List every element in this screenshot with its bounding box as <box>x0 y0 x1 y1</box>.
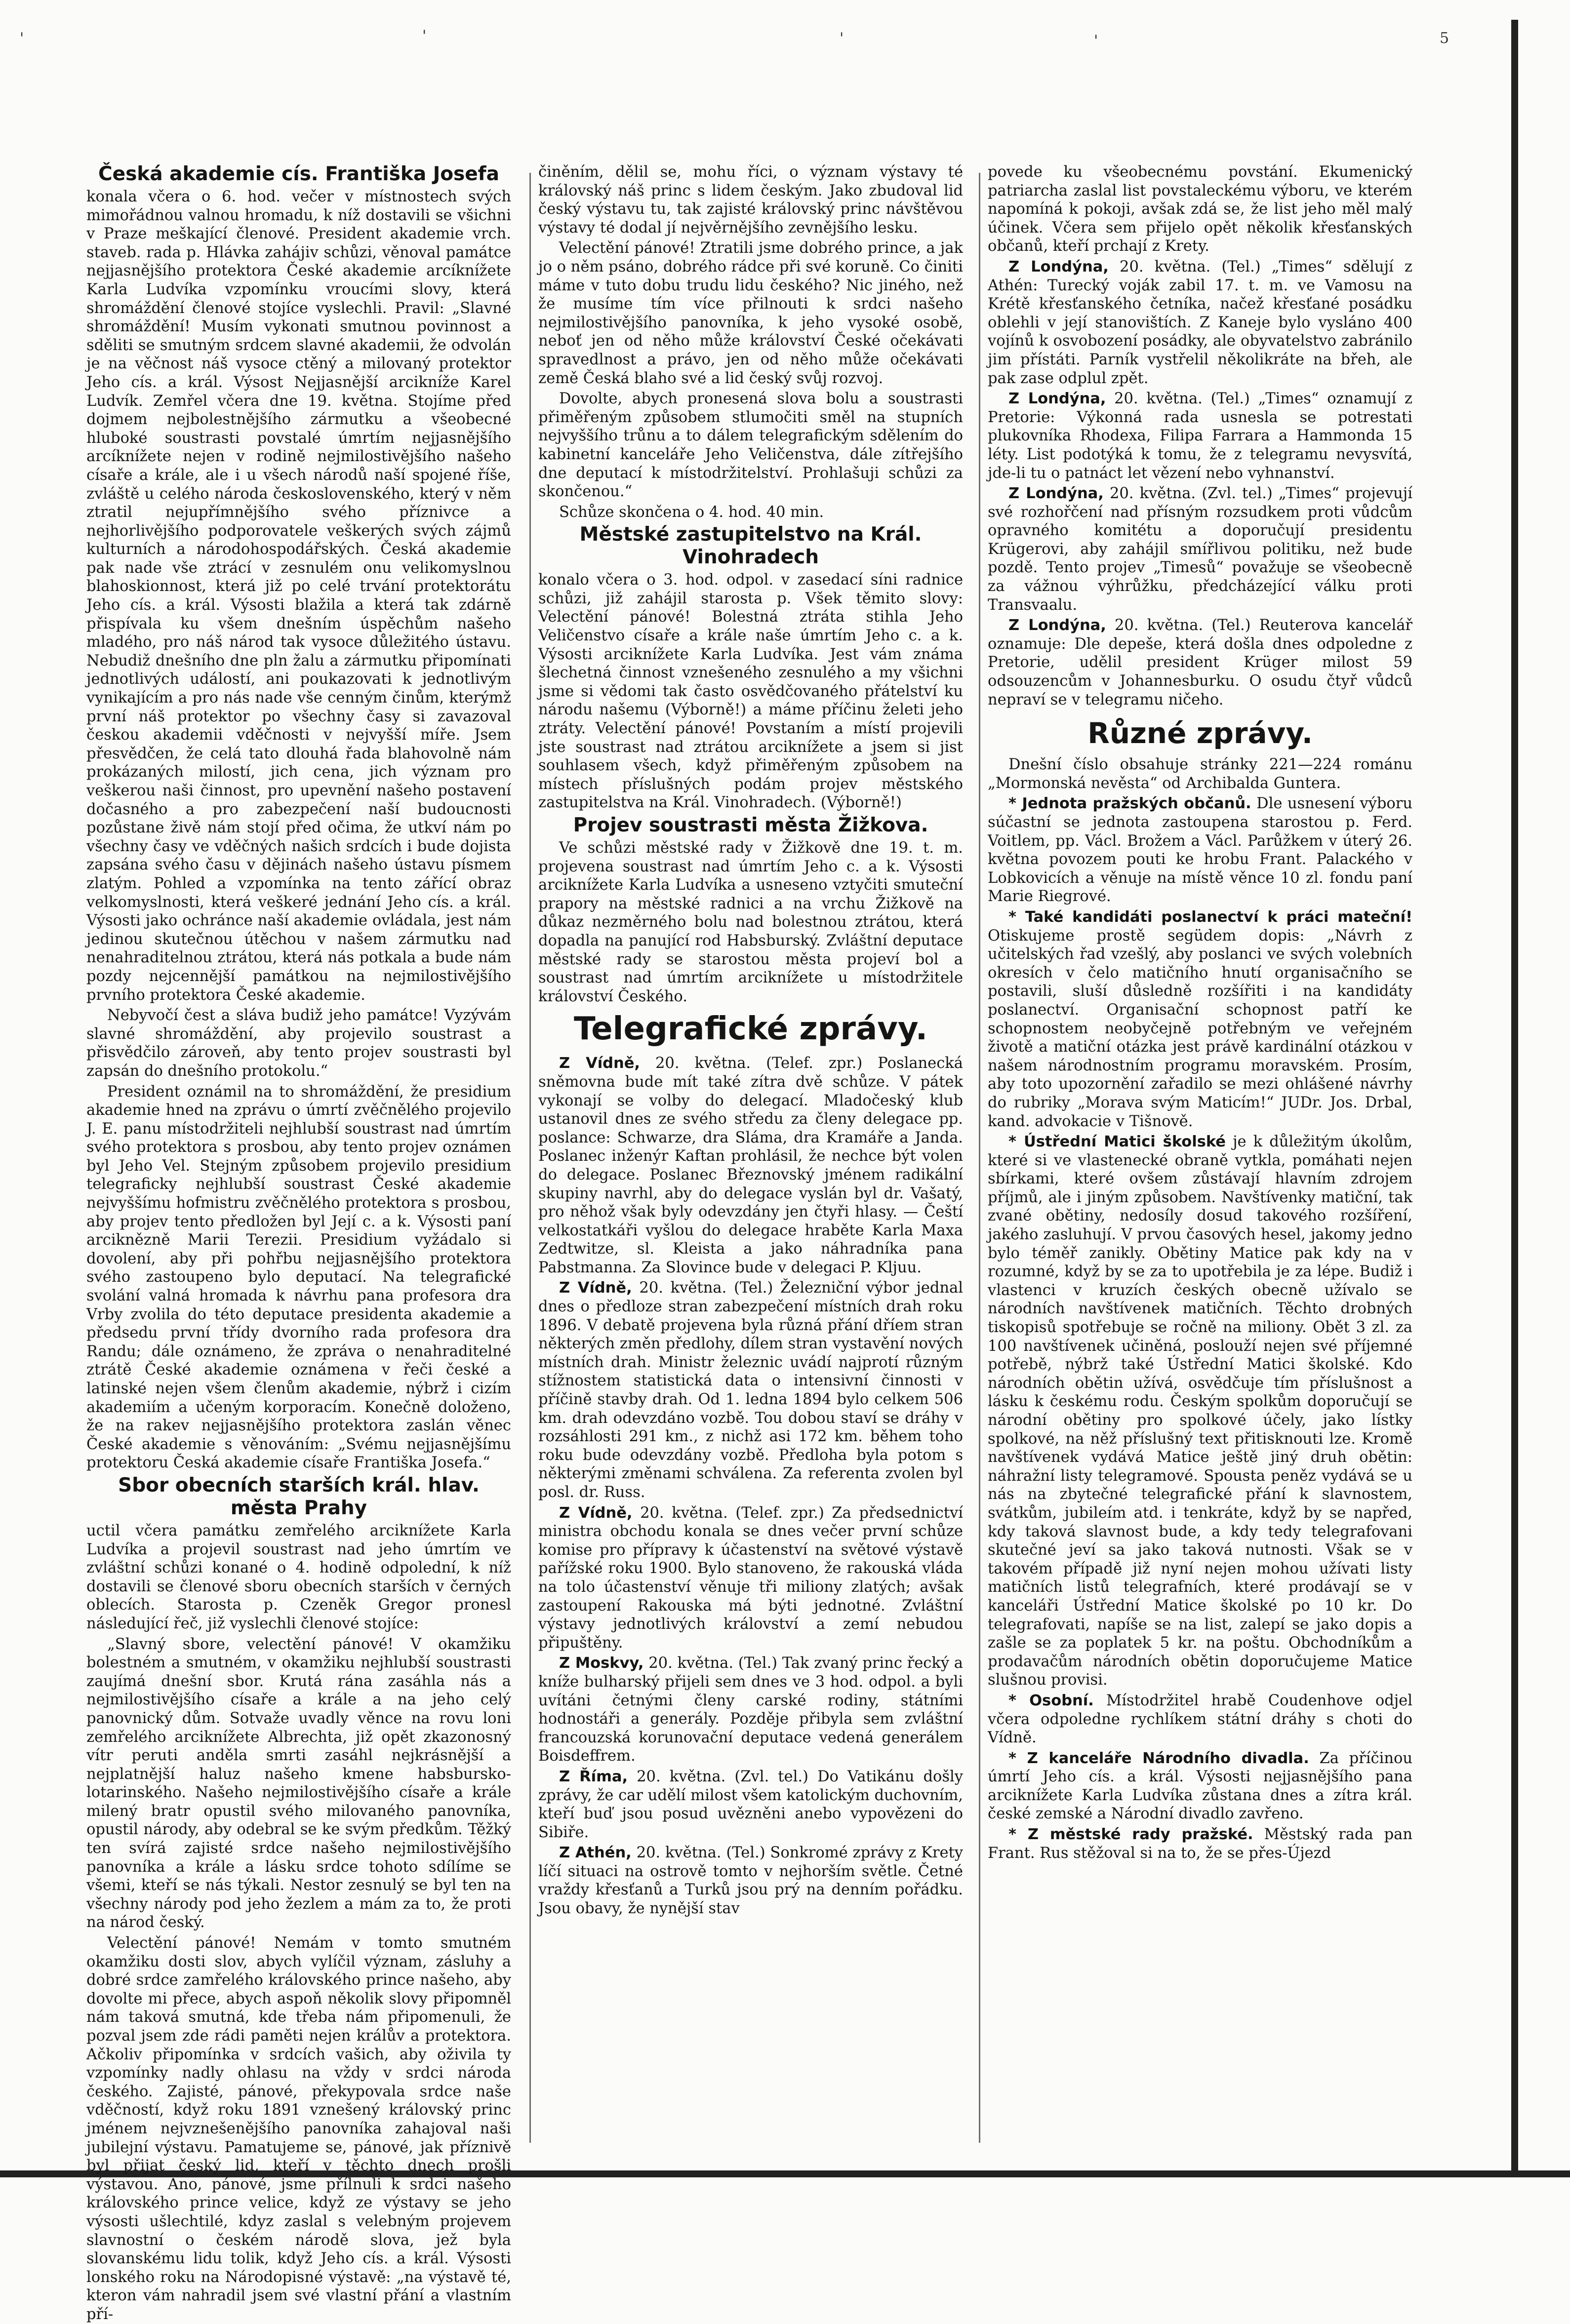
news-item <box>988 908 1412 1131</box>
news-item-head: * Ústřední Matici školské <box>1008 1133 1226 1151</box>
telegram-text: 20. května. (Tel.) Reuterova kancelář oznamuje: Dle depeše, která došla dnes odpoledne z Pretorie, udělil president Krüger milost 59 odsouzencům v Johannesburku. O osudu čtyř vůdců nepraví se v telegramu ničeho. <box>988 617 1412 709</box>
telegram-item <box>988 390 1412 482</box>
article-paragraph: Nebyvočí čest a sláva budiž jeho památce! Vyzývám slavné shromáždění, aby projevilo soustrast a přisvědčilo zároveň, aby tento projev soustrasti byl zapsán do dnešního protokolu.“ <box>86 1007 511 1080</box>
article-paragraph: povede ku všeobecnému povstání. Ekumenický patriarcha zaslal list povstaleckému výboru, ve kterém napomíná k pokoji, avšak zdá se, že list jeho měl malý účinek. Včera sem přijelo opět několik křesťanských občanů, kteří prchají z Krety. <box>988 163 1412 255</box>
dateline: Z Moskvy, <box>559 1654 644 1672</box>
dateline: Z Londýna, <box>1008 617 1106 634</box>
page-border-right <box>1511 20 1518 2177</box>
article-paragraph: President oznámil na to shromáždění, že presidium akademie hned na zprávu o úmrtí zvěčnělého projevilo J. E. panu místodržiteli nejhlubší soustrast nad úmrtím svého protektora s prosbou, aby tento projev oznámen byl Jeho Vel. Stejným způsobem projevilo presidium telegraficky nejhlubší soustrast České akademie nejvyššímu hofmistru zvěčnělého protektora s prosbou, aby projev tento předložen byl Její c. a k. Výsosti paní arciknězně Marii Terezii. Presidium vyžádalo si dovolení, aby při pohřbu nejjasnějšího protektora svého zastoupeno bylo deputací. Na telegrafické svolání valná hromada k návrhu pana profesora dra Vrby zvolila do této deputace presidenta akademie a předsedu první třídy dvorního rada profesora dra Randu; dále oznámeno, že zpráva o nenahraditelné ztrátě České akademie oznámena v řeči české a latinské nejen všem členům akademie, nýbrž i cizím akademiím a učeným korporacím. Konečně doloženo, že na rakev nejjasnějšího protektora zaslán věnec České akademie s věnováním: „Svému nejjasnějšímu protektoru Česká akademie císaře Františka Josefa.“ <box>86 1083 511 1472</box>
column-rule-2 <box>979 173 980 2143</box>
article-paragraph: Dnešní číslo obsahuje stránky 221—224 románu „Mormonská nevěsta“ od Archibalda Guntera. <box>988 756 1412 792</box>
dateline: Z Athén, <box>559 1844 632 1862</box>
dateline: Z Vídně, <box>559 1279 632 1297</box>
page-mark-top-right: 5 <box>1440 30 1449 47</box>
dateline: Z Vídně, <box>559 1504 633 1522</box>
column-3 <box>988 163 1412 2148</box>
news-item <box>988 1749 1412 1823</box>
dateline: Z Londýna, <box>1008 258 1109 276</box>
news-item-head: * Osobní. <box>1008 1692 1094 1709</box>
telegram-item <box>988 258 1412 388</box>
article-paragraph: činěním, dělil se, mohu říci, o význam výstavy té královský náš princ s lidem českým. Jako zbudoval lid český výstavu tu, tak zajisté královský princ návštěvou výstavy té dodal jí nejvěrnějšího zevnějšího lesku. <box>538 163 963 236</box>
article-paragraph: Schůze skončena o 4. hod. 40 min. <box>559 503 824 521</box>
telegram-text: 20. května. (Zvl. tel.) Do Vatikánu došly zprávy, že car udělí milost všem katolickým duchovním, kteří buď jsou posud uvězněni anebo vypovězeni do Sibiře. <box>538 1768 963 1841</box>
column-1 <box>86 163 511 2323</box>
telegram-item <box>538 1054 963 1277</box>
page-mark-top-mid3: ' <box>1094 32 1098 49</box>
telegram-item <box>538 1844 963 1918</box>
telegram-text: 20. května. (Tel.) Tak zvaný princ řecký a kníže bulharský přijeli sem dnes ve 3 hod. odpol. a byli uvítáni četnými členy carské rodiny, státními hodnostáři a generály. Pozděje přibyla sem zvláštní francouzská korunovační deputace vedená generálem Boisdeffrem. <box>538 1654 963 1765</box>
article-paragraph: Velectění pánové! Nemám v tomto smutném okamžiku dosti slov, abych vylíčil význam, zásluhy a dobré srdce zamřelého královského prince našeho, aby dovolte mi přece, abych aspoň několik slovy připomněl nám taková smutná, kde třeba nám připomenuli, že pozval jsem zde rádi paměti nejen králův a protektora. Ačkoliv připomínka v srdcích vašich, aby oživila ty vzpomínky nadly ohlasu na vždy v srdci národa českého. Zajisté, pánové, překypovala srdce naše vděčností, když roku 1891 vznešený královský princ jménem nejvznešenějšího panovníka zahajoval naši jubilejní výstavu. Pamatujeme se, pánové, jak příznivě byl přijat český lid, kteří v těchto dnech prošli výstavou. Ano, pánové, jsme přílnuli k srdci našeho královského prince velice, když ze výstavy se jeho výsosti ušlechtilé, kdyz zaslal s velebným projevem slavnostní o českém národě slova, jež byla slovanskému lidu tolik, když Jeho cís. a král. Výsosti lonského roku na Národopisné výstavě: „na výstavě té, kteron vám nahradil jsem své vlastní přání a vlastním pří- <box>86 1934 511 2323</box>
article-paragraph: uctil včera památku zemřelého arciknížete Karla Ludvíka a projevil soustrast nad jeho úmrtím ve zvláštní schůzi konané o 4. hodině odpolední, k níž dostavili se členové sboru obecních starších v černých oblecích. Starosta p. Czeněk Gregor pronesl následující řeč, již vyslechli členové stojíce: <box>86 1522 511 1632</box>
news-item <box>988 1692 1412 1747</box>
news-item-text: Dle usnesení výboru súčastní se jednota zastoupena starostou p. Ferd. Voitlem, pp. Václ. Brožem a Václ. Parůžkem v úterý 26. května povozem pouti ke hrobu Frant. Palackého v Lobkovicích a věnuje na místě věnce 10 zl. fondu paní Marie Riegrové. <box>988 795 1413 906</box>
telegram-text: 20. května. (Telef. zpr.) Poslanecká sněmovna bude mít také zítra dvě schůze. V pátek vykonají se volby do delegací. Mladočeský klub ustanovil dnes ze svého středu za členy delegace pp. poslance: Schwarze, dra Sláma, dra Kramáře a Janda. Poslanec inženýr Kaftan prohlásil, že nechce být volen do delegace. Poslanec Březnovský jménem radikální skupiny navrhl, aby do delegace vyslán byl dr. Vašatý, pro něhož však byly odevzdány jen čtyři hlasy. — Čeští velkostatkáři vyšlou do delegace hraběte Karla Maxa Zedtwitze, sl. Kleista a jako náhradníka pana Pabstmanna. Za Slovince bude v delegaci P. Kljuu. <box>538 1055 963 1276</box>
column-rule-1 <box>529 173 531 2143</box>
telegram-item <box>538 1768 963 1842</box>
news-item <box>988 1133 1412 1690</box>
dateline: Z Vídně, <box>559 1055 640 1072</box>
headline-projev-zizkova: Projev soustrasti města Žižkova. <box>573 814 928 836</box>
column-2 <box>538 163 963 2148</box>
news-item-head: * Jednota pražských občanů. <box>1008 795 1251 813</box>
page-mark-top-left: ' <box>20 30 24 47</box>
telegram-item <box>988 616 1412 709</box>
telegram-text: 20. května. (Tel.) „Times“ oznamují z Pretorie: Výkonná rada usnesla se potrestati plukovníka Rhodexa, Filipa Farrara a Hammonda 15 léty. List podotýká k tomu, že z telegramu nevysvítá, jde-li tu o patnáct let vězení nebo vyhnanství. <box>988 390 1412 482</box>
news-item-head: * Z městské rady pražské. <box>1008 1826 1253 1844</box>
article-paragraph: konala včera o 6. hod. večer v místnostech svých mimořádnou valnou hromadu, k níž dostavili se všichni v Praze meškající členové. President akademie vrch. staveb. rada p. Hlávka zahájiv schůzi, věnoval památce nejjasnějšího protektora České akademie arcíknížete Karla Ludvíka vzpomínku vroucími slovy, která shromáždění členové stojíce vyslechli. Pravil: „Slavné shromáždění! Musím vykonati smutnou povinnost a sděliti se smutným srdcem slavné akademii, že odvolán je na věčnost náš vysoce ctěný a milovaný protektor Jeho cís. a král. Výsost Nejjasnější arcikníže Karel Ludvík. Zemřel včera dne 19. května. Stojíme před dojmem nejbolestnějšího zármutku a všeobecné hluboké soustrasti povstalé úmrtím nejjasnějšího arcíknížete nejen v rodině nejmilostivějšího našeho císaře a krále, ale i u všech národů naší spojené říše, zvláště u celého národa československého, který v něm ztratil nejupřímnějšího svého příznivce a nejhorlivějšího podporovatele veškerých svých zájmů kulturních a národohospodářských. Česká akademie pak nade vše ztrácí v zesnulém onu velikomyslnou blahoskionnost, která již po celé trvání protektorátu Jeho cís. a král. Výsosti blažila a která tak zdárně přispívala ku všem dnešním úspěchům našeho mladého, pro náš národ tak vysoce důležitého ústavu. Nebudiž dnešního dne pln žalu a zármutku připomínati jednotlivých událostí, ani poukazovati k jednotlivým vynikajícím a pro nás nade vše cenným činům, kterýmž první náš protektor po všechny časy si zavazoval českou akademii vděčnosti v nejvyšší míře. Jsem přesvědčen, že celá tato dlouhá řada blahovolně nám prokázaných milostí, jich cena, jich význam pro veškerou naši činnost, pro upevnění našeho postavení dočasného a pro zabezpečení naší budoucnosti pozůstane živě nám stojí před očima, že utkví nám po všechny časy ve vděčných našich srdcích i bude dojista zapsána svého času v dějinách našeho ústavu písmem zlatým. Pohled a vzpomínka na tento zářící obraz velkomyslnosti, která veškeré jednání Jeho cís. a král. Výsosti jako ochránce naší akademie ovládala, jest nám jedinou skutečnou útěchou v našem zármutku nad nenahraditelnou ztrátou, která nás potkala a bude nám pozdy nejcennější památkou na nejmilostivějšího prvního protektora České akademie. <box>86 188 511 1004</box>
article-paragraph: Ve schůzi městské rady v Žižkově dne 19. t. m. projevena soustrast nad úmrtím Jeho c. a k. Výsosti arciknížete Karla Ludvíka a usneseno vztyčiti smuteční prapory na městské radnici a na vrchu Žižkově na důkaz nezměrného bolu nad bolestnou ztrátou, která dopadla na panující rod Habsburský. Zvláštní deputace městské rady se starostou města projeví bol a soustrast nad úmrtím arciknížete u místodržitele království Českého. <box>538 839 963 1005</box>
news-item-text: je k důležitým úkolům, které si ve vlastenecké obraně vytkla, pomáhati nejen sbírkami, které ovšem zůstávají hlavním zdrojem příjmů, ale i jiným způsobem. Navštívenky matiční, tak zvané obětiny, nedosíly dosud takového rozšíření, jakého zasluhují. V prvou časových hesel, jakomy jedno bylo téměř zanikly. Obětiny Matice pak kdy na v rozumné, když by se za to upotřebila je za lépe. Budiž i vlastenci v kruzích českých obecně užívalo se národních navštívenek matičních. Těchto drobných tiskopisů spotřebuje se ročně na miliony. Obět 3 zl. za 100 navštívenek učiněná, poslouží nejen své příjemné potřebě, nýbrž také Ústřední Matici školské. Kdo národních obětin užívá, osvědčuje tím příslušnost a lásku k českému rodu. Českým spolkům doporučují se národní obětiny pro spolkové účely, jako lístky spolkové, na něž příslušný text přitisknouti lze. Kromě navštívenek vydává Matice ještě jiný druh obětin: náhražní listy telegramové. Spousta peněz vydává se u nás na zbytečné telegrafické přání k slavnostem, svátkům, jubileím atd. i tenkráte, když by se napřed, kdy taková slavnost bude, a kdy tedy telegrafovani skutečné jeví sa jako taková nutnosti. Však se v takovém případě již nyní nejen mohou užívati listy matičních listů telegrafních, které prodávají se v kanceláři Ústřední Matice školské po 10 kr. Do telegrafovati, napíše se na list, zalepí se jako dopis a zašle se za poplatek 5 kr. na poštu. Obchodníkům a prodavačům národních obětin doporučujeme Matice slušnou provisi. <box>988 1133 1412 1689</box>
dateline: Z Říma, <box>559 1768 628 1785</box>
section-title-telegraficke-zpravy: Telegrafické zprávy. <box>573 1011 928 1048</box>
telegram-text: 20. května. (Zvl. tel.) „Times“ projevují své rozhořčení nad přísným rozsudkem proti vůdcům opravného komitétu a doporučují presidentu Krügerovi, aby zahájil smířlivou politiku, než bude pozdě. Tento projev „Timesů“ považuje se všeobecně za vážnou výhrůžku, předcházející válku proti Transvaalu. <box>988 485 1412 614</box>
telegram-item <box>988 484 1412 614</box>
news-item <box>988 1825 1412 1862</box>
news-item-text: Městský rada pan Frant. Rus stěžoval si na to, že se přes-Újezd <box>988 1826 1412 1862</box>
article-paragraph: „Slavný sbore, velectění pánové! V okamžiku bolestném a smutném, v okamžiku nejhlubší soustrasti zaujímá dnešní sbor. Krutá rána zasáhla nás a nejmilostivějšího císaře a krále a na jeho celý panovnický dům. Sotvaže uvadly věnce na rovu loni zemřelého arciknížete Albrechta, již opět zkazonosný vítr peruti anděla smrti zasáhl nejkrásnější a nejplatnější haluz našeho kmene habsbursko-lotarinského. Našeho nejmilostivějšího císaře a krále milený bratr opustil svého milovaného panovníka, opustil národy, aby odebral se ke svým předkům. Těžký ten svírá zajisté srdce našeho nejmilostivějšího panovníka a krále a lásku srdce tohoto sdílíme se všemi, kteří se nás týkali. Nestor zesnulý se byl ten na všechny národy pod jeho žezlem a mám za to, že proti na národ český. <box>86 1635 511 1931</box>
telegram-item <box>538 1504 963 1653</box>
dateline: Z Londýna, <box>1008 390 1106 408</box>
telegram-item <box>538 1654 963 1766</box>
news-item <box>988 794 1412 906</box>
news-item-text: Otiskujeme prostě següdem dopis: „Návrh z učitelských řad vzešlý, aby poslanci ve svých volebních okresích v čelo matičního hnutí organisačního se postavili, sluší důsledně rozšířiti i na kandidáty poslanectví. Organisační schopnost patří ke schopnostem neobyčejně potřebným ve veřejném životě a matiční otázka jest právě kardinální otázkou v našem národnostním programu moravském. Prosím, aby toto upozornění zařadilo se mezi ohlášené návrhy do rubriky „Morava svým Maticím!“ JUDr. Jos. Drbal, kand. advokacie v Tišnově. <box>988 927 1412 1130</box>
headline-mestske-zastupitelstvo: Městské zastupitelstvo na Král. Vinohradech <box>579 523 922 569</box>
article-paragraph: Velectění pánové! Ztratili jsme dobrého prince, a jak jo o něm psáno, dobrého rádce při své koruně. Co činiti máme v tuto dobu trudu lidu českého? Nic jiného, než že musíme tím více přilnouti k srdci našeho nejmilostivějšího panovníka, k jeho vysoké osobě, neboť jen od něho může království České očekávati spravedlnost a právo, jen od něho může očekávati země Česká blaho své a lid český svůj rozvoj. <box>538 239 963 387</box>
page-mark-top-mid: ' <box>422 27 427 44</box>
headline-sbor-obecnich-starsich: Sbor obecních starších král. hlav. města Prahy <box>118 1474 480 1519</box>
telegram-item <box>538 1279 963 1501</box>
telegram-text: 20. května. (Tel.) „Times“ sdělují z Athén: Turecký voják zabil 17. t. m. ve Vamosu na Krétě křesťanského četníka, načež křesťané posádku oblehli v její stanovištích. Z Kaneje bylo vysláno 400 vojínů k osvobození posádky, ale obyvatelstvo zabránilo jim přístáti. Parník vystřelil několikráte na břeh, ale pak zase odplul zpět. <box>988 258 1413 387</box>
article-paragraph: Dovolte, abych pronesená slova bolu a soustrasti přiměřeným způsobem stlumočiti směl na stupních nejvyššího trůnu a to dálem telegrafickým sdělením do kabinetní kanceláře Jeho Veličenstva, dále zítřejšího dne deputací k místodržitelství. Prohlašuji schůzi za skončenou.“ <box>538 390 963 501</box>
page-mark-top-mid2: ' <box>840 30 844 47</box>
telegram-text: 20. května. (Telef. zpr.) Za předsednictví ministra obchodu konala se dnes večer první schůze komise pro přípravy k účastenství na světové výstavě pařížské roku 1900. Bylo stanoveno, že rakouská vláda na tolo účastenství věnuje tři miliony zlatých; avšak zastoupení Rakouska má býti jednotné. Zvláštní výstavy jednotlivých království a zemí nebudou připuštěny. <box>538 1504 963 1652</box>
news-item-text: Místodržitel hrabě Coudenhove odjel včera odpoledne rychlíkem státní dráhy s choti do Vídně. <box>988 1692 1412 1747</box>
telegram-text: 20. května. (Tel.) Sonkromé zprávy z Krety líčí situaci na ostrově tomto v nejhorším světle. Četné vraždy křesťanů a Turků jsou prý na denním pořádku. Jsou obavy, že nynější stav <box>538 1844 964 1918</box>
headline-ceska-akademie: Česká akademie cís. Františka Josefa <box>98 163 499 185</box>
dateline: Z Londýna, <box>1008 485 1104 503</box>
news-item-head: * Také kandidáti poslanectví k práci mateční! <box>1008 908 1412 926</box>
section-title-ruzne-zpravy: Různé zprávy. <box>1087 716 1313 750</box>
telegram-text: 20. května. (Tel.) Železniční výbor jednal dnes o předloze stran zabezpečení místních drah roku 1896. V debatě projevena byla různá přání dříem stran některých změn předlohy, dílem stran vystavění nových místních drah. Ministr železnic uvádí najprotí různým stížnostem statistická data o intensivní činnosti v příčině stavby drah. Od 1. ledna 1894 bylo celkem 506 km. drah odevzdáno vozbě. Tou dobou staví se dráhy v rozsáhlosti 291 km., z nichž asi 172 km. během toho roku bude odevzdány vozbě. Předloha byla potom s některými změnami schválena. Za referenta zvolen byl posl. dr. Russ. <box>538 1279 963 1501</box>
news-item-text: Za příčinou úmrtí Jeho cís. a král. Výsosti nejjasnějšího pana arciknížete Karla Ludvíka zůstana dnes a zítra král. české zemské a Národní divadlo zavřeno. <box>988 1749 1413 1823</box>
news-item-head: * Z kanceláře Národního divadla. <box>1008 1749 1309 1767</box>
article-paragraph: konalo včera o 3. hod. odpol. v zasedací síni radnice schůzi, již zahájil starosta p. Všek těmito slovy: Velectění pánové! Bolestná ztráta stihla Jeho Veličenstvo císaře a krále naše úmrtím Jeho c. a k. Výsosti arciknížete Karla Ludvíka. Jest vám známa šlechetná činnost vznešeného zesnulého a my všichni jsme si vědomi tak často osvědčovaného přátelství ku národu našemu (Výborně!) a máme příčinu želeti jeho ztráty. Velectění pánové! Povstaním a místí projevili jste soustrast nad ztrátou arciknížete a jsem si jist souhlasem všech, když přiměřeným způsobem na místech příslušných podám projev městského zastupitelstva na Král. Vinohradech. (Výborně!) <box>538 571 963 812</box>
